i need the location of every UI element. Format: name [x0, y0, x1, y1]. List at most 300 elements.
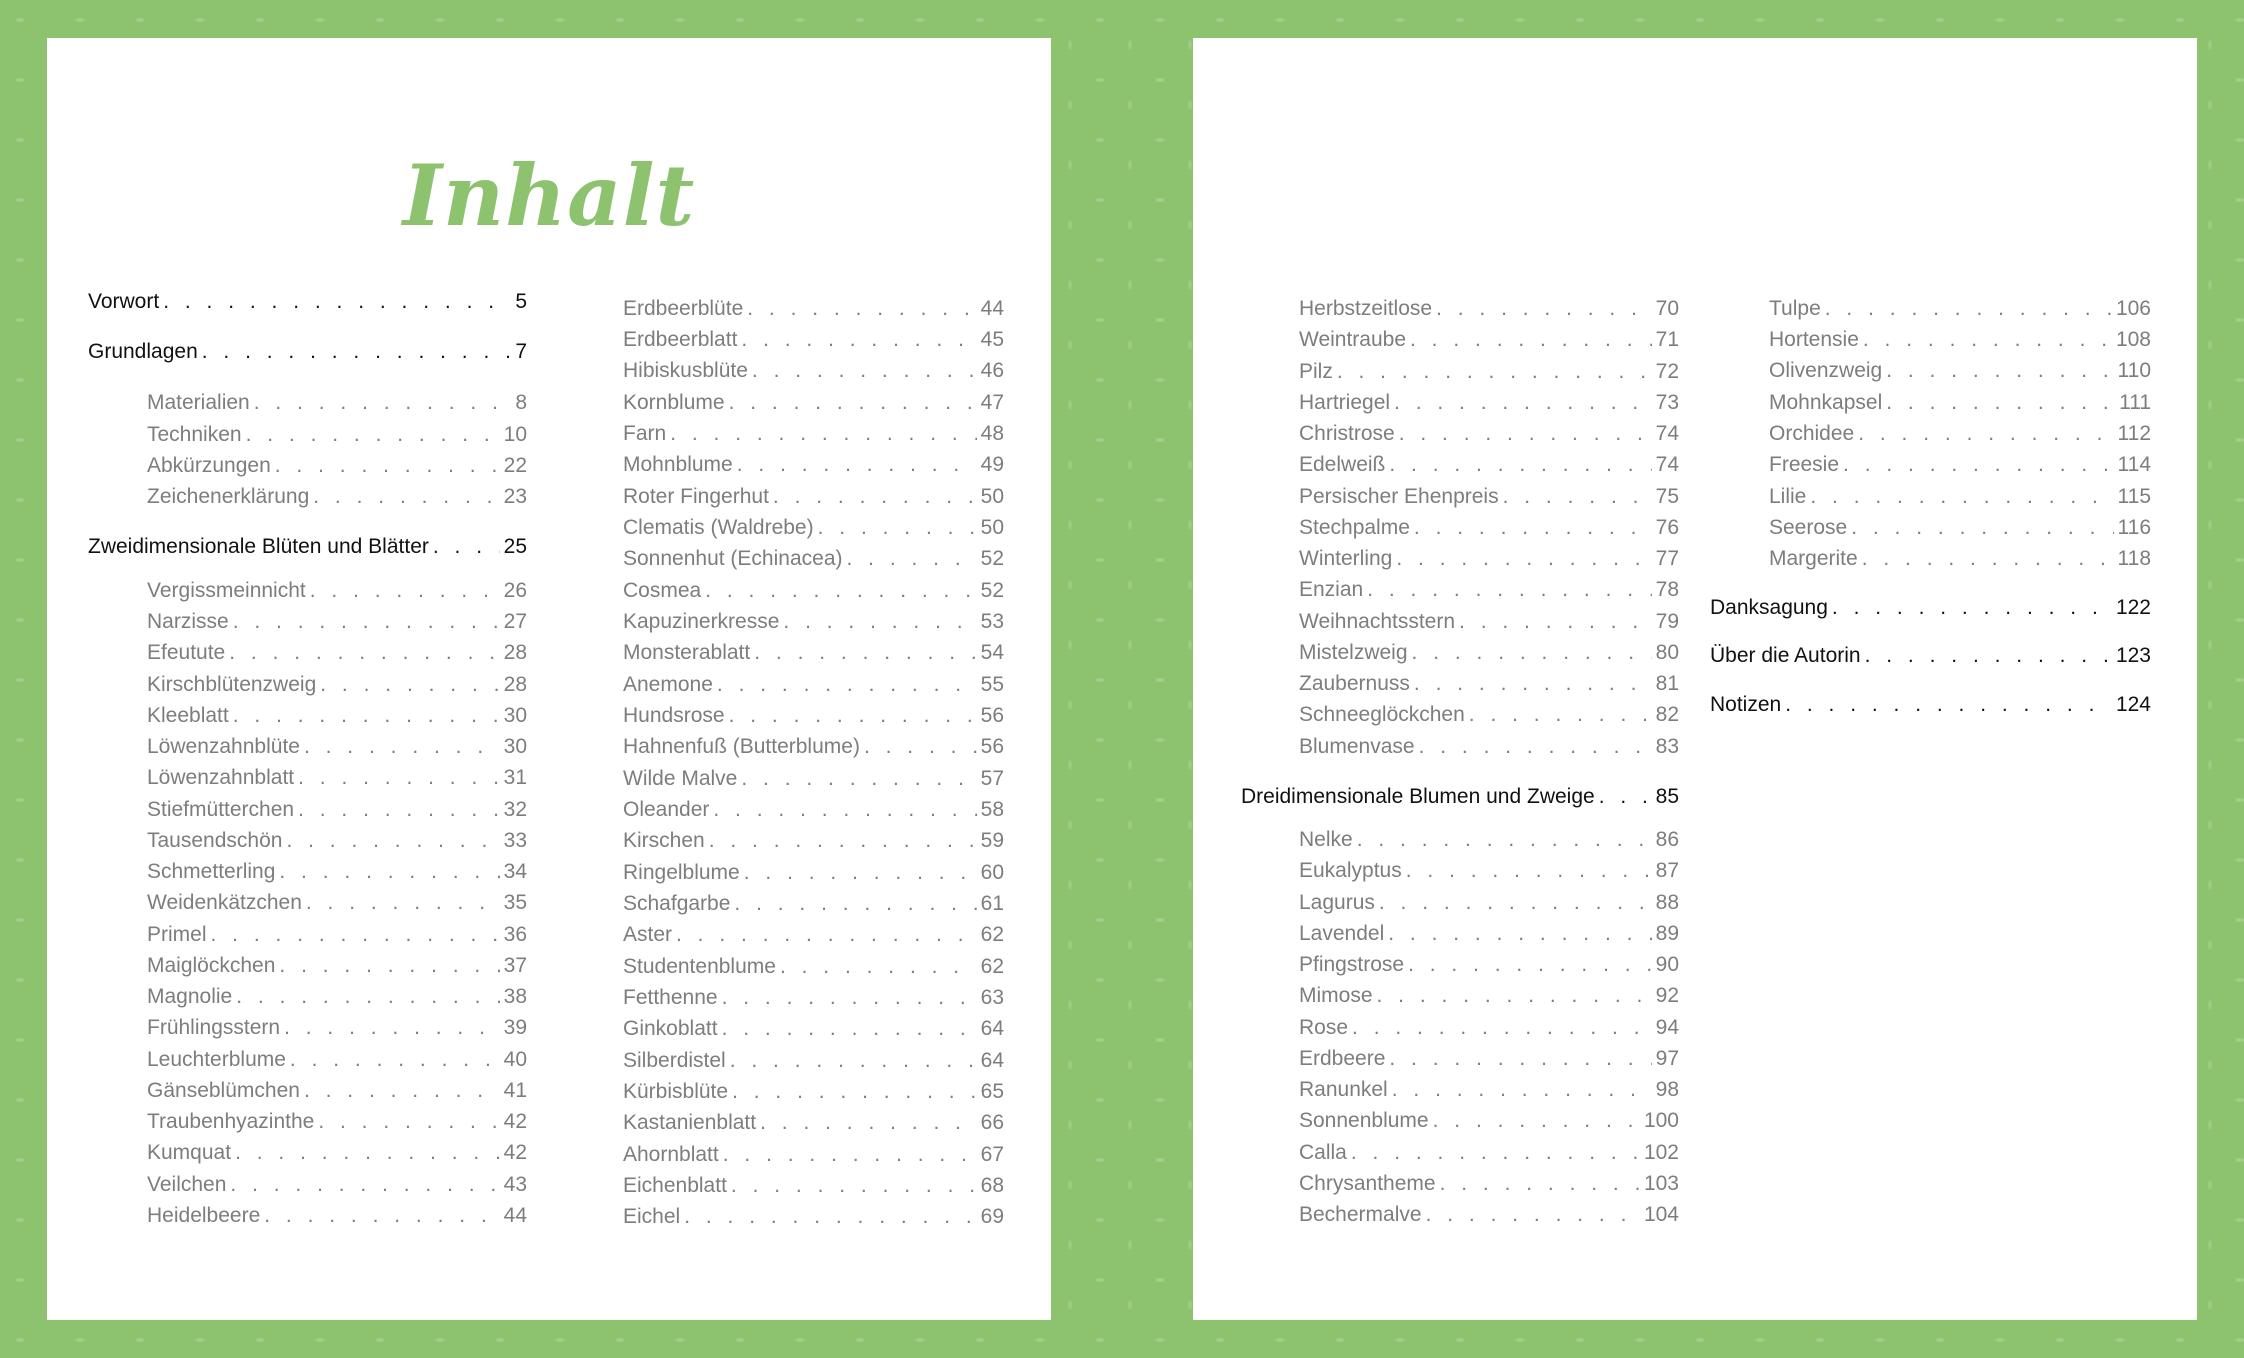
toc-entry-label: Eukalyptus: [1299, 859, 1402, 882]
toc-entry-label: Abkürzungen: [147, 454, 271, 477]
toc-entry: [623, 295, 1004, 323]
toc-entry: [147, 1108, 527, 1136]
dot-leader: [233, 608, 500, 636]
toc-entry-page-number: 86: [1655, 828, 1679, 851]
toc-entry-page-number: 54: [980, 641, 1004, 664]
toc-entry-label: Wilde Malve: [623, 767, 738, 790]
toc-entry: [623, 357, 1004, 385]
toc-entry-page-number: 83: [1655, 735, 1679, 758]
toc-entry: [147, 608, 527, 636]
toc-entry-label: Fetthenne: [623, 986, 718, 1009]
toc-entry-label: Cosmea: [623, 579, 702, 602]
toc-chapter-entry: [88, 533, 527, 561]
dot-leader: [1843, 451, 2113, 479]
dot-leader: [1351, 1139, 1640, 1167]
toc-entry-page-number: 48: [980, 422, 1004, 445]
dot-leader: [254, 389, 512, 417]
toc-entry: [147, 421, 527, 449]
dot-leader: [670, 420, 976, 448]
dot-leader: [752, 357, 977, 385]
toc-entry: [623, 702, 1004, 730]
dot-leader: [320, 671, 499, 699]
toc-entry-label: Frühlingsstern: [147, 1016, 281, 1039]
toc-entry-label: Olivenzweig: [1769, 359, 1883, 382]
dot-leader: [1399, 420, 1652, 448]
toc-entry-page-number: 32: [503, 798, 527, 821]
toc-entry-label: Kumquat: [147, 1141, 232, 1164]
toc-entry-page-number: 40: [503, 1048, 527, 1071]
dot-leader: [1440, 1170, 1640, 1198]
toc-entry-label: Silberdistel: [623, 1049, 726, 1072]
toc-entry-label: Traubenhyazinthe: [147, 1110, 315, 1133]
toc-entry-page-number: 7: [515, 340, 527, 363]
dot-leader: [732, 1078, 977, 1106]
toc-entry: [623, 859, 1004, 887]
toc-entry: [623, 953, 1004, 981]
dot-leader: [1414, 670, 1652, 698]
toc-entry: [1769, 357, 2151, 385]
toc-entry: [147, 1171, 527, 1199]
toc-entry-label: Orchidee: [1769, 422, 1855, 445]
dot-leader: [729, 389, 977, 417]
toc-chapter-entry: [1710, 642, 2151, 670]
toc-entry-page-number: 26: [503, 579, 527, 602]
dot-leader: [1412, 639, 1652, 667]
toc-entry: [1299, 389, 1679, 417]
dot-leader: [1832, 594, 2112, 622]
toc-entry: [1299, 1139, 1679, 1167]
dot-leader: [1377, 982, 1652, 1010]
toc-entry-label: Bechermalve: [1299, 1203, 1422, 1226]
dot-leader: [847, 545, 977, 573]
toc-entry-page-number: 49: [980, 453, 1004, 476]
toc-entry: [147, 671, 527, 699]
dot-leader: [1389, 451, 1651, 479]
toc-entry-label: Blumenvase: [1299, 735, 1415, 758]
toc-entry-label: Magnolie: [147, 985, 233, 1008]
toc-entry: [623, 639, 1004, 667]
dot-leader: [713, 796, 976, 824]
toc-entry-page-number: 56: [980, 735, 1004, 758]
toc-entry-page-number: 39: [503, 1016, 527, 1039]
dot-leader: [306, 889, 500, 917]
toc-entry-label: Edelweiß: [1299, 453, 1386, 476]
toc-entry-label: Christrose: [1299, 422, 1395, 445]
toc-entry-page-number: 108: [2115, 328, 2151, 351]
dot-leader: [230, 1171, 499, 1199]
toc-entry-label: Techniken: [147, 423, 242, 446]
dot-leader: [279, 952, 499, 980]
toc-entry-page-number: 69: [980, 1205, 1004, 1228]
toc-entry-page-number: 79: [1655, 610, 1679, 633]
toc-chapter-entry: [88, 288, 527, 316]
toc-entry: [1299, 420, 1679, 448]
dot-leader: [279, 858, 499, 886]
toc-entry-label: Oleander: [623, 798, 710, 821]
toc-entry: [147, 764, 527, 792]
toc-entry-page-number: 35: [503, 891, 527, 914]
toc-entry-page-number: 77: [1655, 547, 1679, 570]
dot-leader: [1379, 889, 1652, 917]
toc-entry-label: Ringelblume: [623, 861, 740, 884]
dot-leader: [1436, 295, 1652, 323]
toc-entry-label: Hundsrose: [623, 704, 725, 727]
toc-entry: [1769, 295, 2151, 323]
toc-entry-page-number: 57: [980, 767, 1004, 790]
dot-leader: [1469, 701, 1652, 729]
dot-leader: [676, 921, 977, 949]
toc-entry: [147, 858, 527, 886]
toc-entry-label: Seerose: [1769, 516, 1848, 539]
toc-entry: [1299, 670, 1679, 698]
toc-entry: [1299, 1014, 1679, 1042]
toc-entry-label: Hibiskusblüte: [623, 359, 748, 382]
toc-entry: [147, 1077, 527, 1105]
toc-entry: [147, 452, 527, 480]
toc-entry-page-number: 78: [1655, 578, 1679, 601]
toc-entry-label: Leuchterblume: [147, 1048, 286, 1071]
toc-entry-page-number: 5: [515, 290, 527, 313]
toc-entry-page-number: 23: [503, 485, 527, 508]
dot-leader: [235, 1139, 500, 1167]
toc-entry-label: Kirschblütenzweig: [147, 673, 317, 696]
dot-leader: [741, 326, 976, 354]
toc-entry: [147, 983, 527, 1011]
dot-leader: [734, 890, 976, 918]
toc-entry-page-number: 65: [980, 1080, 1004, 1103]
toc-entry-page-number: 63: [980, 986, 1004, 1009]
toc-entry: [147, 702, 527, 730]
toc-entry-label: Weintraube: [1299, 328, 1407, 351]
toc-entry-page-number: 43: [503, 1173, 527, 1196]
toc-entry-label: Stiefmütterchen: [147, 798, 295, 821]
toc-entry-label: Margerite: [1769, 547, 1858, 570]
toc-entry: [1299, 483, 1679, 511]
toc-entry-page-number: 116: [2117, 516, 2151, 539]
toc-entry-page-number: 38: [503, 985, 527, 1008]
toc-entry: [623, 796, 1004, 824]
toc-entry-page-number: 118: [2117, 547, 2151, 570]
toc-entry-label: Kastanienblatt: [623, 1111, 757, 1134]
toc-entry-label: Mohnblume: [623, 453, 733, 476]
toc-entry-label: Zweidimensionale Blüten und Blätter: [88, 535, 429, 558]
toc-entry-page-number: 47: [980, 391, 1004, 414]
toc-entry: [623, 451, 1004, 479]
toc-entry: [147, 577, 527, 605]
dot-leader: [1459, 608, 1652, 636]
dot-leader: [760, 1109, 977, 1137]
toc-entry: [623, 1203, 1004, 1231]
toc-entry-page-number: 122: [2115, 596, 2151, 619]
toc-entry-page-number: 94: [1655, 1016, 1679, 1039]
dot-leader: [1865, 642, 2112, 670]
toc-entry-page-number: 34: [503, 860, 527, 883]
toc-entry-label: Narzisse: [147, 610, 229, 633]
toc-entry: [1299, 982, 1679, 1010]
toc-entry-label: Weihnachtsstern: [1299, 610, 1456, 633]
toc-entry: [623, 577, 1004, 605]
toc-entry-label: Weidenkätzchen: [147, 891, 302, 914]
toc-entry: [147, 389, 527, 417]
dot-leader: [709, 827, 977, 855]
toc-entry-label: Nelke: [1299, 828, 1353, 851]
dot-leader: [1337, 358, 1652, 386]
page-title: Inhalt: [402, 146, 696, 245]
toc-entry: [1299, 701, 1679, 729]
toc-entry: [1769, 420, 2151, 448]
dot-leader: [286, 827, 499, 855]
toc-chapter-entry: [1710, 594, 2151, 622]
toc-entry: [147, 1202, 527, 1230]
toc-entry: [1299, 951, 1679, 979]
toc-entry: [1769, 451, 2151, 479]
toc-entry: [623, 984, 1004, 1012]
toc-entry-label: Mimose: [1299, 984, 1373, 1007]
toc-entry-page-number: 74: [1655, 422, 1679, 445]
dot-leader: [298, 796, 500, 824]
toc-entry: [1299, 295, 1679, 323]
toc-entry-page-number: 70: [1655, 297, 1679, 320]
toc-entry-label: Vergissmeinnicht: [147, 579, 306, 602]
toc-entry-page-number: 72: [1655, 360, 1679, 383]
dot-leader: [780, 953, 977, 981]
toc-entry: [1299, 514, 1679, 542]
dot-leader: [1367, 576, 1651, 604]
dot-leader: [1394, 389, 1652, 417]
toc-entry: [623, 483, 1004, 511]
dot-leader: [744, 859, 977, 887]
toc-entry-page-number: 64: [980, 1017, 1004, 1040]
toc-entry: [1299, 857, 1679, 885]
toc-entry: [1769, 326, 2151, 354]
dot-leader: [1357, 826, 1652, 854]
toc-entry-label: Erdbeere: [1299, 1047, 1386, 1070]
toc-entry: [1769, 389, 2151, 417]
toc-entry-label: Efeutute: [147, 641, 226, 664]
toc-entry-page-number: 30: [503, 704, 527, 727]
toc-entry: [623, 733, 1004, 761]
toc-entry: [1299, 608, 1679, 636]
dot-leader: [1886, 389, 2115, 417]
toc-entry-page-number: 92: [1655, 984, 1679, 1007]
toc-entry-page-number: 103: [1643, 1172, 1679, 1195]
dot-leader: [211, 921, 500, 949]
toc-entry-label: Kornblume: [623, 391, 725, 414]
toc-entry-page-number: 52: [980, 547, 1004, 570]
dot-leader: [1862, 545, 2114, 573]
dot-leader: [705, 577, 976, 605]
toc-entry: [147, 483, 527, 511]
dot-leader: [1389, 1045, 1651, 1073]
toc-entry-page-number: 80: [1655, 641, 1679, 664]
toc-entry-label: Gänseblümchen: [147, 1079, 300, 1102]
dot-leader: [747, 295, 976, 323]
toc-entry-label: Chrysantheme: [1299, 1172, 1436, 1195]
toc-entry: [1299, 639, 1679, 667]
toc-entry-label: Vorwort: [88, 290, 160, 313]
toc-entry: [623, 1141, 1004, 1169]
toc-entry-page-number: 33: [503, 829, 527, 852]
toc-entry: [623, 1172, 1004, 1200]
dot-leader: [730, 1047, 977, 1075]
toc-entry-page-number: 124: [2115, 693, 2151, 716]
toc-entry-label: Schmetterling: [147, 860, 276, 883]
toc-entry-label: Tausendschön: [147, 829, 283, 852]
toc-entry-label: Über die Autorin: [1710, 644, 1861, 667]
toc-entry-label: Materialien: [147, 391, 250, 414]
toc-entry-label: Clematis (Waldrebe): [623, 516, 814, 539]
toc-entry: [147, 827, 527, 855]
toc-entry-page-number: 62: [980, 923, 1004, 946]
toc-entry-label: Eichel: [623, 1205, 681, 1228]
dot-leader: [1410, 326, 1652, 354]
toc-entry-label: Notizen: [1710, 693, 1782, 716]
toc-entry-label: Ginkoblatt: [623, 1017, 718, 1040]
toc-entry-label: Erdbeerblüte: [623, 297, 744, 320]
toc-entry-page-number: 46: [980, 359, 1004, 382]
dot-leader: [1785, 691, 2112, 719]
dot-leader: [1419, 733, 1652, 761]
dot-leader: [741, 765, 976, 793]
dot-leader: [318, 1108, 499, 1136]
dot-leader: [1388, 920, 1651, 948]
left-page: [47, 38, 1051, 1320]
dot-leader: [1414, 514, 1652, 542]
toc-entry-label: Farn: [623, 422, 667, 445]
toc-entry-page-number: 68: [980, 1174, 1004, 1197]
toc-entry-page-number: 90: [1655, 953, 1679, 976]
dot-leader: [236, 983, 499, 1011]
toc-entry-page-number: 52: [980, 579, 1004, 602]
dot-leader: [1433, 1107, 1640, 1135]
toc-entry-page-number: 97: [1655, 1047, 1679, 1070]
toc-entry-label: Dreidimensionale Blumen und Zweige: [1241, 785, 1595, 808]
toc-entry-label: Pfingstrose: [1299, 953, 1405, 976]
toc-entry-page-number: 89: [1655, 922, 1679, 945]
toc-entry-page-number: 106: [2115, 297, 2151, 320]
toc-entry-label: Primel: [147, 923, 207, 946]
dot-leader: [163, 288, 511, 316]
toc-entry-label: Hartriegel: [1299, 391, 1391, 414]
toc-entry-page-number: 61: [980, 892, 1004, 915]
toc-entry-label: Studentenblume: [623, 955, 776, 978]
toc-entry: [623, 514, 1004, 542]
toc-entry: [1769, 514, 2151, 542]
toc-entry-page-number: 30: [503, 735, 527, 758]
toc-entry: [623, 671, 1004, 699]
toc-entry-page-number: 44: [980, 297, 1004, 320]
toc-entry: [147, 952, 527, 980]
toc-chapter-entry: [1710, 691, 2151, 719]
toc-entry-label: Hortensie: [1769, 328, 1859, 351]
dot-leader: [229, 639, 499, 667]
toc-entry: [623, 1047, 1004, 1075]
toc-entry: [1299, 326, 1679, 354]
toc-entry-page-number: 62: [980, 955, 1004, 978]
toc-entry-label: Calla: [1299, 1141, 1347, 1164]
toc-entry: [147, 733, 527, 761]
toc-entry-label: Roter Fingerhut: [623, 485, 769, 508]
toc-entry-page-number: 123: [2115, 644, 2151, 667]
toc-entry-page-number: 112: [2117, 422, 2151, 445]
toc-entry-page-number: 66: [980, 1111, 1004, 1134]
toc-entry: [623, 389, 1004, 417]
toc-entry-label: Ahornblatt: [623, 1143, 719, 1166]
toc-entry-page-number: 74: [1655, 453, 1679, 476]
dot-leader: [737, 451, 977, 479]
toc-entry-label: Hahnenfuß (Butterblume): [623, 735, 860, 758]
dot-leader: [1426, 1201, 1640, 1229]
toc-entry: [623, 921, 1004, 949]
toc-entry-label: Maiglöckchen: [147, 954, 276, 977]
toc-entry-label: Herbstzeitlose: [1299, 297, 1433, 320]
dot-leader: [722, 1015, 977, 1043]
dot-leader: [298, 764, 500, 792]
dot-leader: [731, 1172, 977, 1200]
dot-leader: [202, 338, 512, 366]
toc-chapter-entry: [88, 338, 527, 366]
dot-leader: [1406, 857, 1652, 885]
dot-leader: [1858, 420, 2113, 448]
toc-entry: [623, 545, 1004, 573]
toc-entry: [623, 765, 1004, 793]
toc-entry-page-number: 31: [503, 766, 527, 789]
toc-entry-label: Danksagung: [1710, 596, 1828, 619]
toc-entry: [623, 1015, 1004, 1043]
toc-entry-page-number: 55: [980, 673, 1004, 696]
dot-leader: [304, 733, 500, 761]
toc-entry-page-number: 76: [1655, 516, 1679, 539]
toc-entry: [1769, 483, 2151, 511]
toc-entry-page-number: 104: [1643, 1203, 1679, 1226]
toc-entry-label: Sonnenblume: [1299, 1109, 1429, 1132]
toc-entry: [623, 1109, 1004, 1137]
dot-leader: [729, 702, 977, 730]
toc-entry: [147, 889, 527, 917]
toc-entry-label: Schafgarbe: [623, 892, 731, 915]
toc-entry-label: Mohnkapsel: [1769, 391, 1883, 414]
toc-entry-label: Ranunkel: [1299, 1078, 1388, 1101]
toc-entry-page-number: 56: [980, 704, 1004, 727]
toc-entry-page-number: 37: [503, 954, 527, 977]
dot-leader: [1599, 783, 1652, 811]
dot-leader: [1825, 295, 2112, 323]
toc-entry-page-number: 41: [503, 1079, 527, 1102]
dot-leader: [1503, 483, 1652, 511]
toc-entry: [1299, 1076, 1679, 1104]
toc-entry-label: Persischer Ehenpreis: [1299, 485, 1499, 508]
toc-entry: [147, 639, 527, 667]
dot-leader: [284, 1014, 500, 1042]
toc-entry-page-number: 27: [503, 610, 527, 633]
toc-entry-label: Lagurus: [1299, 891, 1375, 914]
dot-leader: [1851, 514, 2113, 542]
dot-leader: [773, 483, 977, 511]
toc-entry: [1299, 1045, 1679, 1073]
toc-entry: [147, 796, 527, 824]
toc-entry: [147, 1014, 527, 1042]
toc-entry-page-number: 50: [980, 485, 1004, 508]
toc-entry-label: Löwenzahnblatt: [147, 766, 295, 789]
dot-leader: [783, 608, 976, 636]
toc-entry: [1299, 451, 1679, 479]
toc-entry-label: Eichenblatt: [623, 1174, 727, 1197]
toc-entry-page-number: 64: [980, 1049, 1004, 1072]
toc-entry-label: Zeichenerklärung: [147, 485, 310, 508]
toc-entry-label: Zaubernuss: [1299, 672, 1410, 695]
toc-chapter-entry: [1241, 783, 1679, 811]
toc-entry-label: Rose: [1299, 1016, 1349, 1039]
